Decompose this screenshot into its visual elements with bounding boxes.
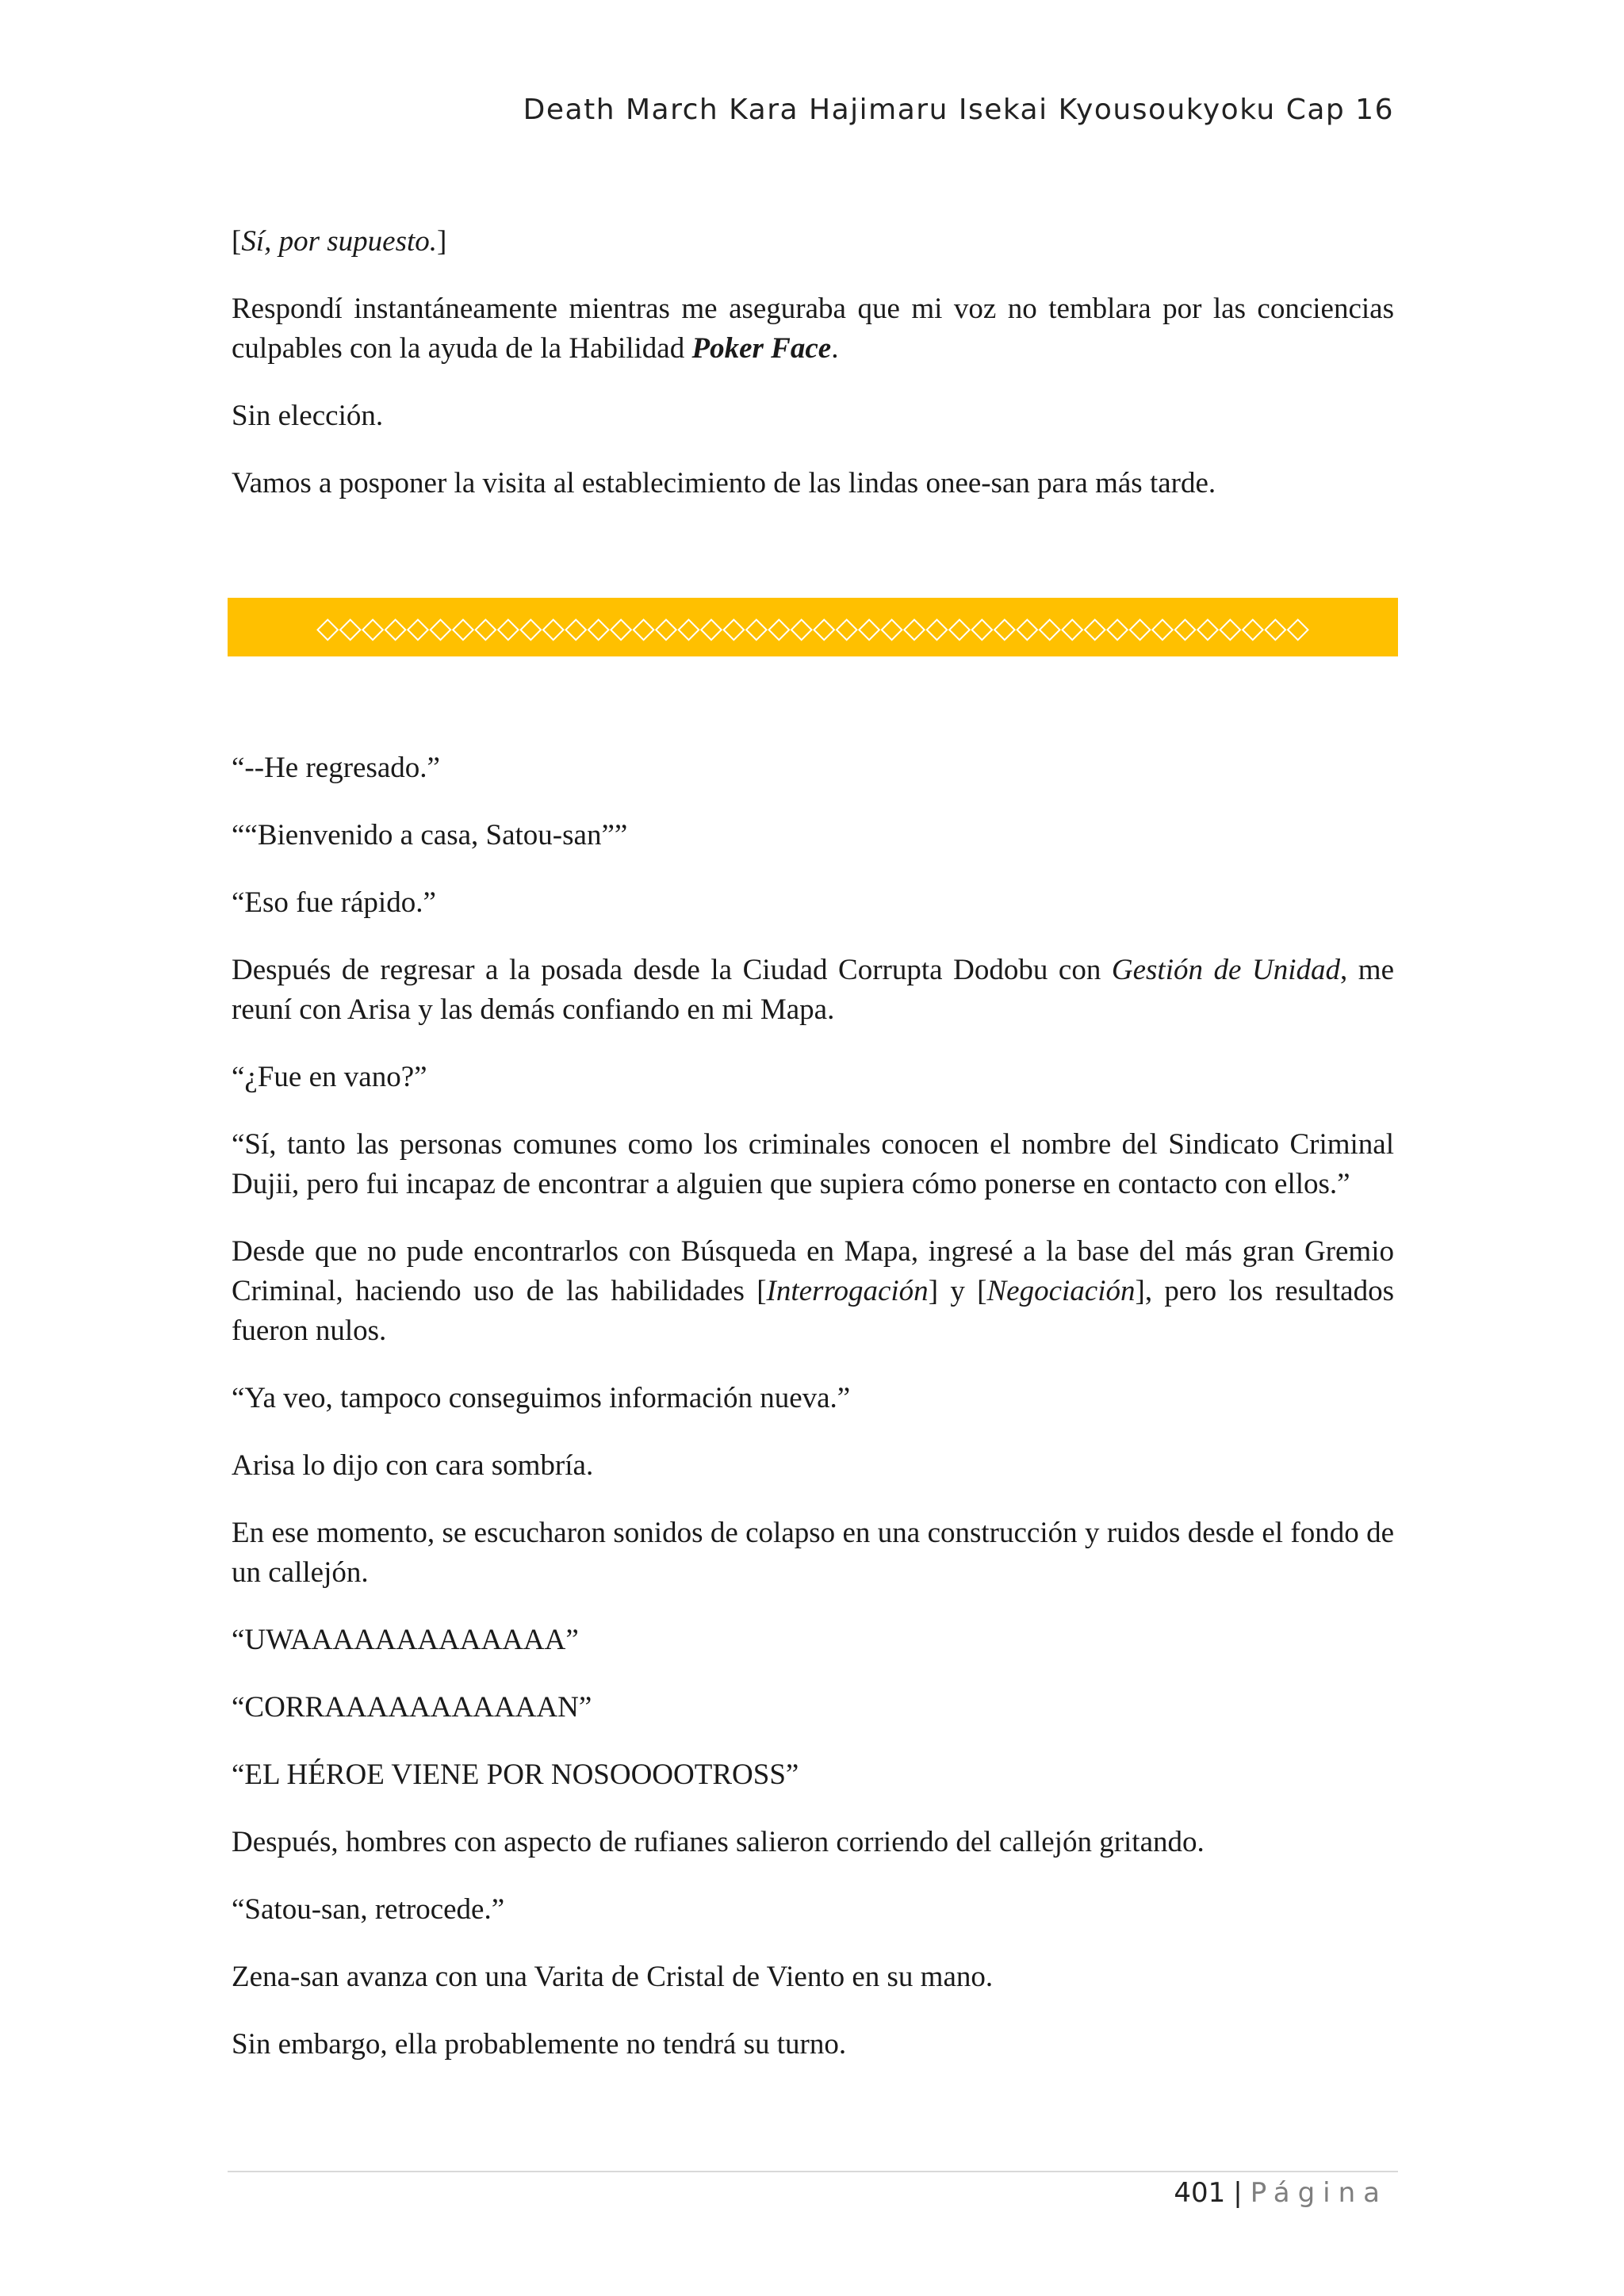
paragraph-respondi — [232, 289, 1394, 369]
paragraph-zena-avanza: Zena-san avanza con una Varita de Cristal de Viento en su mano. — [232, 1961, 994, 1993]
paragraph-si-por-supuesto — [232, 222, 1394, 262]
paragraph-en-ese-momento: En ese momento, se escucharon sonidos de colapso en una construcción y ruidos desde el fondo de un callejón. — [232, 1517, 1394, 1589]
italic-text: Negociación — [986, 1275, 1136, 1307]
paragraph-text: Desde que no pude encontrarlos con Búsqueda en Mapa, ingresé a la base del más gran Gremio Criminal, haciendo uso de las habilidades [ — [232, 1235, 1394, 1307]
paragraph-text: Respondí instantáneamente mientras me aseguraba que mi voz no temblara por las conciencias culpables con la ayuda de la Habilidad — [232, 293, 1394, 365]
paragraph-text: , me reuní con Arisa y las demás confiando en mi Mapa. — [232, 954, 1395, 1026]
paragraph-corraaa: “CORRAAAAAAAAAAAN” — [232, 1691, 592, 1724]
running-header: Death March Kara Hajimaru Isekai Kyousoukyoku Cap 16 — [523, 94, 1394, 126]
paragraph-desde-que — [232, 1232, 1394, 1351]
skill-name-bold: Poker Face — [691, 332, 832, 365]
paragraph-el-heroe: “EL HÉROE VIENE POR NOSOOOOTROSS” — [232, 1758, 799, 1791]
paragraph-sin-eleccion: Sin elección. — [232, 400, 384, 432]
paragraph-he-regresado: “--He regresado.” — [232, 752, 440, 784]
italic-text: Sí, por supuesto. — [241, 225, 438, 258]
paragraph-si-tanto: “Sí, tanto las personas comunes como los criminales conocen el nombre del Sindicato Criminal Dujii, pero fui incapaz de encontrar a alguien que supiera cómo ponerse en contacto con ellos.” — [232, 1128, 1394, 1200]
paragraph-arisa-lo-dijo: Arisa lo dijo con cara sombría. — [232, 1449, 594, 1482]
bracket-close: ] — [437, 225, 447, 258]
paragraph-text: Después de regresar a la posada desde la Ciudad Corrupta Dodobu con — [232, 954, 1112, 986]
paragraph-ya-veo: “Ya veo, tampoco conseguimos información nueva.” — [232, 1382, 851, 1414]
paragraph-sin-embargo: Sin embargo, ella probablemente no tendrá su turno. — [232, 2028, 847, 2061]
paragraph-despues-hombres: Después, hombres con aspecto de rufianes salieron corriendo del callejón gritando. — [232, 1826, 1205, 1858]
page-number: 401 — [1174, 2177, 1226, 2209]
section-top — [232, 222, 1394, 531]
paragraph-text: ] y [ — [928, 1275, 987, 1307]
footer-separator: | — [1233, 2177, 1243, 2209]
paragraph-vamos-a-posponer: Vamos a posponer la visita al establecimiento de las lindas onee-san para más tarde. — [232, 467, 1216, 499]
paragraph-end: . — [831, 332, 839, 365]
paragraph-bienvenido: ““Bienvenido a casa, Satou-san”” — [232, 819, 628, 851]
scene-separator-bar — [228, 598, 1398, 656]
paragraph-despues-de-regresar — [232, 951, 1394, 1030]
page-footer — [1174, 2177, 1388, 2209]
section-bottom — [232, 748, 1394, 2092]
paragraph-satou-retrocede: “Satou-san, retrocede.” — [232, 1893, 505, 1926]
italic-text: Interrogación — [766, 1275, 929, 1307]
italic-text: Gestión de Unidad — [1111, 954, 1340, 986]
paragraph-eso-fue-rapido: “Eso fue rápido.” — [232, 886, 436, 919]
footer-divider — [228, 2171, 1398, 2172]
paragraph-text: ], pero los resultados fueron nulos. — [232, 1275, 1394, 1347]
diamond-ornament-row: ◇◇◇◇◇◇◇◇◇◇◇◇◇◇◇◇◇◇◇◇◇◇◇◇◇◇◇◇◇◇◇◇◇◇◇◇◇◇◇◇◇◇◇◇ — [316, 610, 1309, 645]
paragraph-uwaaa: “UWAAAAAAAAAAAAA” — [232, 1624, 579, 1656]
paragraph-fue-en-vano: “¿Fue en vano?” — [232, 1061, 427, 1093]
page-label: Página — [1250, 2177, 1388, 2209]
bracket-open: [ — [232, 225, 242, 258]
